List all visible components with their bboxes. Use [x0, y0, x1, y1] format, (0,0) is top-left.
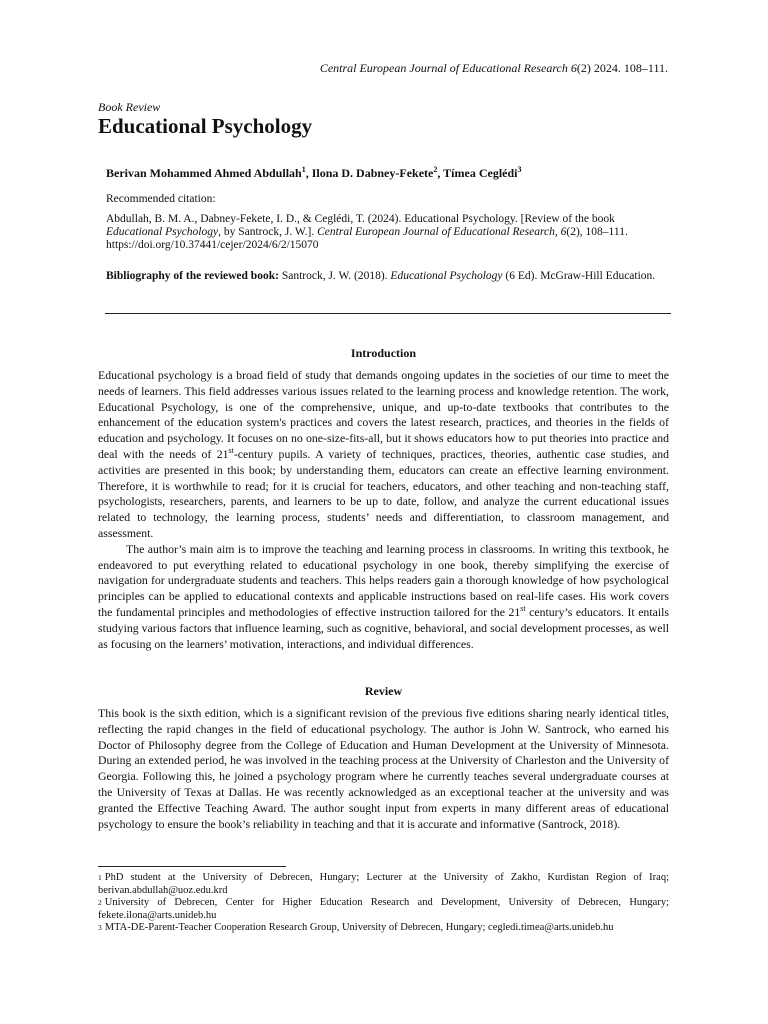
- footnote-number: 3: [98, 923, 102, 932]
- footnote-number: 1: [98, 873, 102, 882]
- footnote-text: MTA-DE-Parent-Teacher Cooperation Research Group, University of Debrecen, Hungary; cegledi.timea@arts.unideb.hu: [104, 922, 614, 933]
- introduction-heading: Introduction: [350, 346, 417, 360]
- citation-book-title: Educational Psychology: [106, 226, 219, 238]
- author-name: Tímea Ceglédi: [443, 166, 518, 180]
- author-separator: ,: [305, 166, 312, 180]
- footnote-divider: [98, 866, 286, 867]
- ordinal-suffix: st: [228, 446, 234, 456]
- author-name: Berivan Mohammed Ahmed Abdullah: [106, 166, 302, 180]
- reviewed-book-bibliography: [106, 270, 671, 282]
- paragraph-text: century’s educators. It entails studying various factors that influence learning, such as cognitive, behavioral, and social development processes, as well as focusing on the learners’ motivation, interactions, and individual differences.: [98, 604, 669, 651]
- author-footnote-mark[interactable]: 3: [517, 165, 522, 174]
- header-divider: [105, 313, 671, 314]
- bibliography-book-title: Educational Psychology: [390, 270, 503, 282]
- citation-doi[interactable]: (2), 108–111. https://doi.org/10.37441/cejer/2024/6/2/15070: [106, 226, 628, 251]
- article-type-label: Book Review: [98, 100, 161, 114]
- bibliography-text: Santrock, J. W. (2018).: [278, 270, 391, 282]
- author-list: [106, 166, 522, 181]
- citation-text: , by Santrock, J. W.].: [218, 226, 318, 238]
- header-volume: 6: [570, 61, 577, 75]
- paragraph-text: -century pupils. A variety of techniques, practices, theories, authentic case studies, and activities are presented in this book; by understanding them, educators can create an effective learning environment. Therefore, it is worthwhile to read; for it is crucial for teachers, educators, and other teaching and non-teaching staff, psychologists, researchers, parents, and learners to be up to date, follow, and analyze the current educational issues related to technology, the learning process, students’ needs and differentiation, to classroom management, and assessment.: [98, 446, 669, 540]
- paragraph: This book is the sixth edition, which is a significant revision of the previous five editions sharing nearly identical titles, reflecting the rapid changes in the field of educational psychology. The author is John W. Santrock, who earned his Doctor of Philosophy degree from the College of Education and Human Development at the University of Minnesota. During an extended period, he was involved in the teaching process at the University of Charleston and the University of Georgia. Following this, he joined a psychology program where he currently teaches several undergraduate courses at the University of Texas at Dallas. He was recently acknowledged as an exceptional teacher at the university and was granted the Effective Teaching Award. The author sought input from experts in many different areas of educational psychology to ensure the book’s reliability in teaching and that it is accurate and informative (Santrock, 2018).: [98, 706, 669, 831]
- header-issue-pages: (2) 2024. 108–111.: [576, 61, 668, 75]
- introduction-body: [98, 368, 669, 652]
- footnote-text: PhD student at the University of Debrecen, Hungary; Lecturer at the University of Zakho, Kurdistan Region of Iraq; berivan.abdullah@uoz.edu.krd: [98, 872, 669, 896]
- citation-text: Abdullah, B. M. A., Dabney-Fekete, I. D., & Ceglédi, T. (2024). Educational Psychology. [Review of the book: [106, 213, 615, 225]
- footnotes: [98, 872, 669, 935]
- recommended-citation: [106, 213, 671, 252]
- author-name: Ilona D. Dabney-Fekete: [311, 166, 434, 180]
- article-title: Educational Psychology: [98, 114, 313, 138]
- header-journal-name: Central European Journal of Educational Research: [319, 61, 568, 75]
- bibliography-text: (6 Ed). McGraw-Hill Education.: [502, 270, 656, 282]
- footnote: [98, 872, 669, 897]
- paragraph: [98, 368, 669, 542]
- footnote: [98, 922, 669, 935]
- author-footnote-mark[interactable]: 2: [433, 165, 438, 174]
- running-header-citation: [320, 61, 668, 76]
- review-heading: Review: [364, 684, 403, 698]
- review-body: [98, 706, 669, 832]
- footnote-number: 2: [98, 898, 102, 907]
- footnote: [98, 897, 669, 922]
- citation-journal: Central European Journal of Educational Research, 6: [317, 226, 567, 238]
- bibliography-label: Bibliography of the reviewed book:: [106, 270, 279, 282]
- author-footnote-mark[interactable]: 1: [301, 165, 306, 174]
- paragraph-text: The author’s main aim is to improve the teaching and learning process in classrooms. In writing this textbook, he endeavored to put everything related to educational psychology in one book, thereby simplifying the exercise of navigation for undergraduate students and teachers. This helps readers gain a thorough knowledge of how psychological principles can be applied to educational contexts and applicable instructions based on real-life cases. His work covers the fundamental principles and methodologies of effective instruction tailored for the 21: [98, 541, 669, 619]
- ordinal-suffix: st: [520, 604, 526, 614]
- paragraph-text: Educational psychology is a broad field of study that demands ongoing updates in the societies of our time to meet the needs of learners. This field addresses various issues related to the learning process and knowledge retention. The work, Educational Psychology, is one of the comprehensive, unique, and up-to-date textbooks that contributes to the enhancement of the education system's practices and covers the latest research, practices, and theories in the fields of education and psychology. It focuses on no one-size-fits-all, but it shows educators how to put theories into practice and deal with the needs of 21: [98, 368, 669, 461]
- recommended-citation-label: Recommended citation:: [106, 193, 216, 205]
- footnote-text: University of Debrecen, Center for Higher Education Research and Development, University of Debrecen, Hungary; fekete.ilona@arts.unideb.hu: [98, 897, 669, 921]
- paragraph: [98, 542, 669, 653]
- author-separator: ,: [437, 166, 444, 180]
